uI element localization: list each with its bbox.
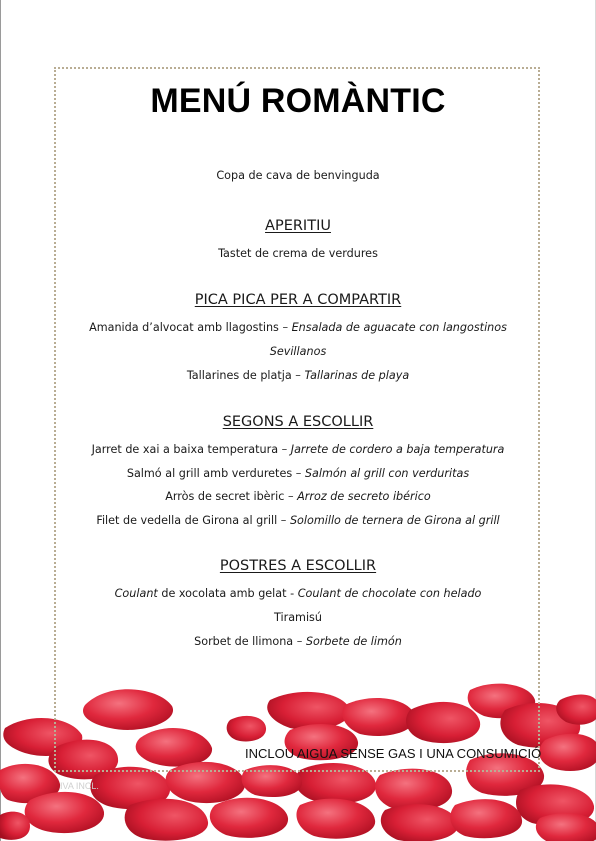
item-catalan: Tiramisú <box>274 611 322 624</box>
item-catalan: Sorbet de llimona <box>194 635 294 648</box>
item-spanish: Jarrete de cordero a baja temperatura <box>290 443 505 456</box>
item-spanish: Tallarinas de playa <box>304 369 410 382</box>
item-separator: – <box>293 635 306 648</box>
item-spanish: Sevillanos <box>269 345 327 358</box>
menu-item <box>0 443 596 456</box>
footer-includes: INCLOU AIGUA SENSE GAS I UNA CONSUMICIÓ <box>245 746 542 761</box>
item-separator: – <box>278 321 292 334</box>
item-catalan: Amanida d’alvocat amb llagostins <box>89 321 279 334</box>
item-catalan: Tastet de crema de verdures <box>218 247 378 260</box>
item-spanish: Coulant de chocolate con helado <box>297 587 482 600</box>
menu-item <box>0 321 596 334</box>
item-spanish: Solomillo de ternera de Girona al grill <box>289 514 500 527</box>
item-separator: – <box>291 369 305 382</box>
menu-item <box>0 369 596 382</box>
item-catalan: Salmó al grill amb verduretes <box>126 467 293 480</box>
menu-item <box>0 635 596 648</box>
menu-item <box>0 467 596 480</box>
item-catalan: Filet de vedella de Girona al grill <box>96 514 278 527</box>
menu-item <box>0 611 596 624</box>
vat-note: IVA INCL. <box>60 781 99 791</box>
item-catalan: Tallarines de platja <box>186 369 292 382</box>
item-separator: – <box>284 490 298 503</box>
welcome-drink: Copa de cava de benvinguda <box>216 169 380 182</box>
menu-item <box>0 247 596 260</box>
item-spanish: Ensalada de aguacate con langostinos <box>291 321 507 334</box>
item-catalan: Arròs de secret ibèric <box>165 490 285 503</box>
menu-title: MENÚ ROMÀNTIC <box>150 82 446 120</box>
section-heading-pica-pica: PICA PICA PER A COMPARTIR <box>194 292 402 308</box>
section-heading-segons: SEGONS A ESCOLLIR <box>222 414 374 430</box>
section-heading-aperitiu: APERITIU <box>265 218 331 234</box>
item-spanish: Sorbete de limón <box>305 635 402 648</box>
item-spanish: Salmón al grill con verduritas <box>304 467 470 480</box>
item-separator: - <box>286 587 298 600</box>
item-catalan: de xocolata amb gelat <box>157 587 287 600</box>
menu-item <box>0 514 596 527</box>
item-catalan: Jarret de xai a baixa temperatura <box>91 443 279 456</box>
menu-item <box>0 587 596 600</box>
item-spanish: Arroz de secreto ibérico <box>297 490 431 503</box>
menu-item <box>0 345 596 358</box>
menu-item <box>0 490 596 503</box>
item-catalan-italic: Coulant <box>114 587 158 600</box>
section-heading-postres: POSTRES A ESCOLLIR <box>219 558 377 574</box>
item-separator: – <box>278 443 291 456</box>
item-separator: – <box>277 514 290 527</box>
item-separator: – <box>292 467 305 480</box>
